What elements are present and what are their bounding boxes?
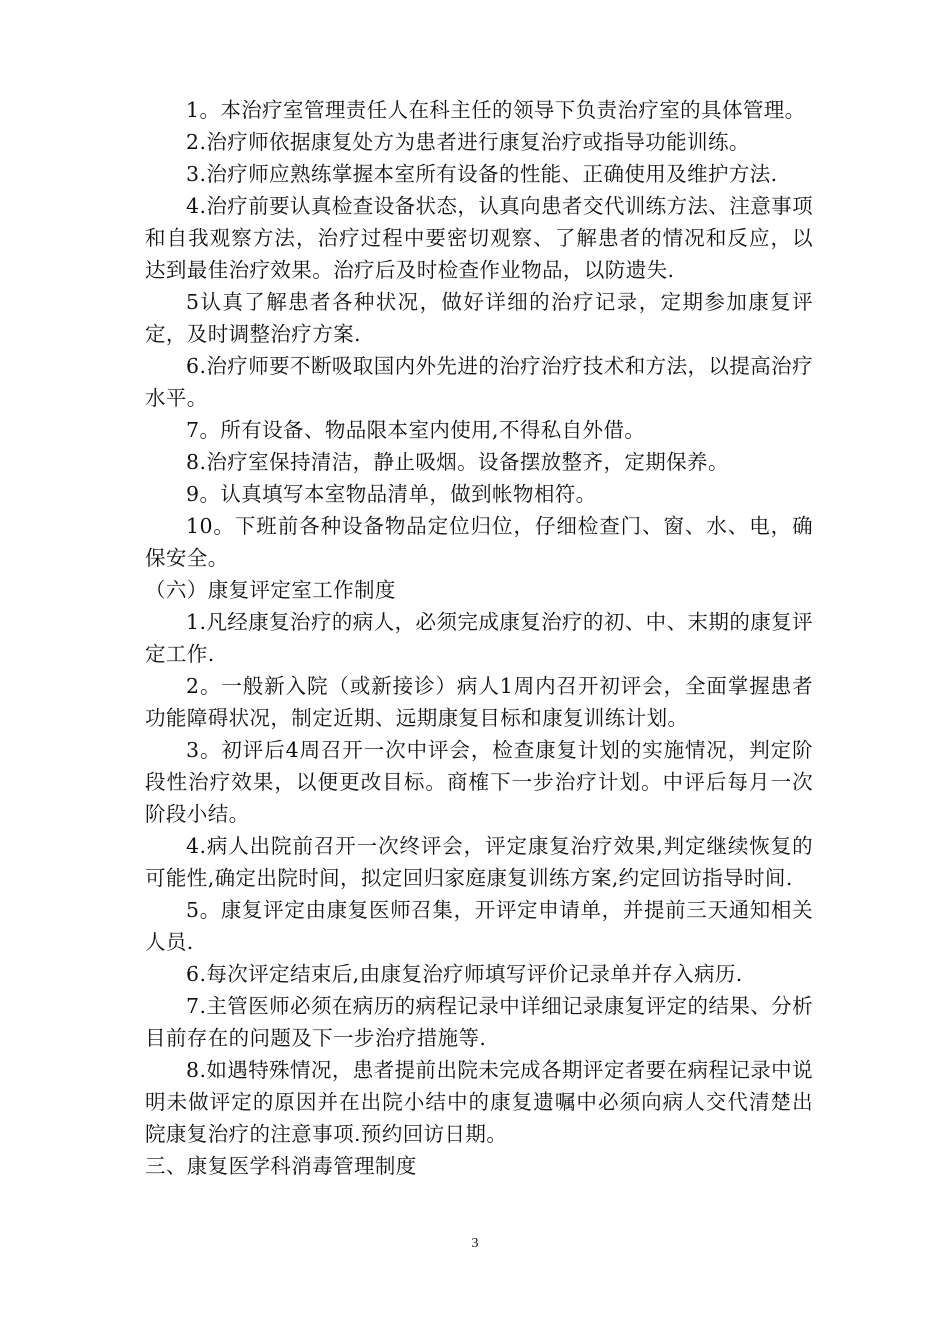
paragraph-evaluation-6: 6.每次评定结束后,由康复治疗师填写评价记录单并存入病历. — [186, 962, 743, 986]
document-body — [145, 94, 813, 1182]
paragraph-evaluation-4: 4.病人出院前召开一次终评会，评定康复治疗效果,判定继续恢复的可能性,确定出院时间，拟定回归家庭康复训练方案,约定回访指导时间. — [145, 834, 813, 890]
paragraph-treatment-room-3: 3.治疗师应熟练掌握本室所有设备的性能、正确使用及维护方法. — [186, 162, 778, 186]
paragraph-treatment-room-10: 10。下班前各种设备物品定位归位，仔细检查门、窗、水、电，确保安全。 — [145, 514, 813, 570]
section-heading-disinfection: 三、康复医学科消毒管理制度 — [145, 1154, 417, 1178]
paragraph-evaluation-7: 7.主管医师必须在病历的病程记录中详细记录康复评定的结果、分析目前存在的问题及下一步治疗措施等. — [145, 994, 813, 1050]
paragraph-evaluation-3: 3。初评后4周召开一次中评会，检查康复计划的实施情况，判定阶段性治疗效果，以便更改目标。商榷下一步治疗计划。中评后每月一次阶段小结。 — [145, 738, 813, 826]
paragraph-treatment-room-9: 9。认真填写本室物品清单，做到帐物相符。 — [186, 482, 597, 506]
paragraph-evaluation-5: 5。康复评定由康复医师召集，开评定申请单，并提前三天通知相关人员. — [145, 898, 813, 954]
paragraph-evaluation-2: 2。一般新入院（或新接诊）病人1周内召开初评会，全面掌握患者功能障碍状况，制定近期、远期康复目标和康复训练计划。 — [145, 674, 813, 730]
paragraph-treatment-room-1: 1。本治疗室管理责任人在科主任的领导下负责治疗室的具体管理。 — [186, 98, 806, 122]
section-heading-evaluation-room: （六）康复评定室工作制度 — [145, 578, 396, 602]
paragraph-treatment-room-7: 7。所有设备、物品限本室内使用,不得私自外借。 — [186, 418, 646, 442]
paragraph-evaluation-1: 1.凡经康复治疗的病人，必须完成康复治疗的初、中、末期的康复评定工作. — [145, 610, 813, 666]
paragraph-treatment-room-8: 8.治疗室保持清洁，静止吸烟。设备摆放整齐，定期保养。 — [186, 450, 729, 474]
paragraph-treatment-room-5: 5认真了解患者各种状况，做好详细的治疗记录，定期参加康复评定，及时调整治疗方案. — [145, 290, 813, 346]
paragraph-treatment-room-4: 4.治疗前要认真检查设备状态，认真向患者交代训练方法、注意事项和自我观察方法，治疗过程中要密切观察、了解患者的情况和反应，以达到最佳治疗效果。治疗后及时检查作业物品，以防遗失. — [145, 194, 813, 282]
paragraph-treatment-room-2: 2.治疗师依据康复处方为患者进行康复治疗或指导功能训练。 — [186, 130, 750, 154]
paragraph-evaluation-8: 8.如遇特殊情况，患者提前出院未完成各期评定者要在病程记录中说明未做评定的原因并在出院小结中的康复遗嘱中必须向病人交代清楚出院康复治疗的注意事项.预约回访日期。 — [145, 1058, 813, 1146]
page-number: 3 — [471, 1236, 479, 1251]
paragraph-treatment-room-6: 6.治疗师要不断吸取国内外先进的治疗治疗技术和方法，以提高治疗水平。 — [145, 354, 813, 410]
